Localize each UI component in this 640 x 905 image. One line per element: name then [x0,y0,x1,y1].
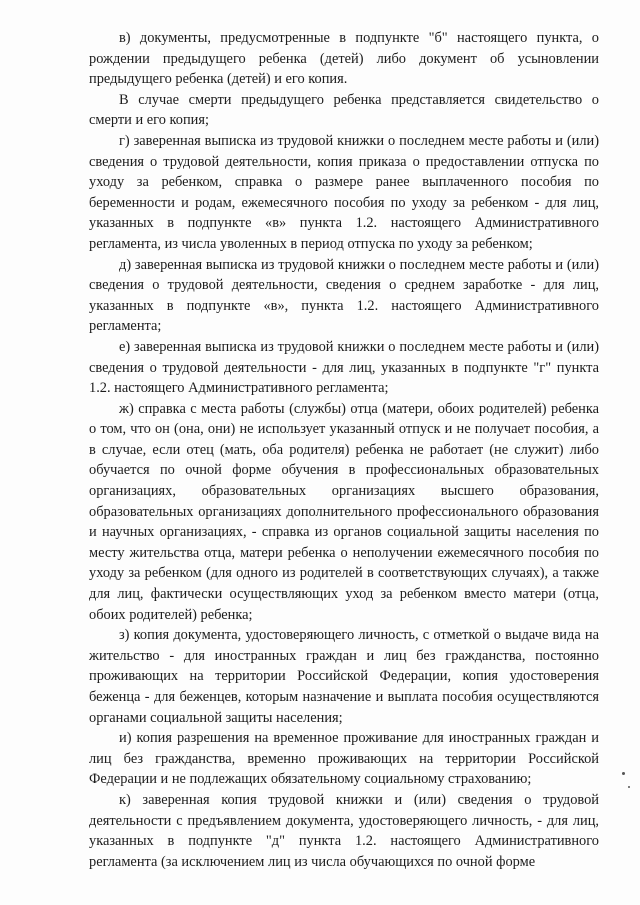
paragraph-v: в) документы, предусмотренные в подпункте "б" настоящего пункта, о рождении предыдущего ребенка (детей) либо документ об усыновлении предыдущего ребенка (детей) и его копия. [89,30,599,88]
document-body [89,28,599,872]
paragraph-zh: ж) справка с места работы (службы) отца (матери, обоих родителей) ребенка о том, что он (она, они) не использует указанный отпуск и не получает пособия, а в случае, если отец (мать, оба родителя) ребенка не работает (не служит) либо обучается по очной форме обучения в профессиональных образовательных организациях, образовательных организациях высшего образования, образовательных организациях дополнительного профессионального образования и научных организациях, - справка из органов социальной защиты населения по месту жительства отца, матери ребенка о неполучении ежемесячного пособия по уходу за ребенком (для одного из родителей в соответствующих случаях), а также для лиц, фактически осуществляющих уход за ребенком вместо матери (отца, обоих родителей) ребенка; [89,400,599,623]
paragraph-e: е) заверенная выписка из трудовой книжки о последнем месте работы и (или) сведения о трудовой деятельности - для лиц, указанных в подпункте "г" пункта 1.2. настоящего Административного регламента; [89,338,599,397]
paragraph-d: д) заверенная выписка из трудовой книжки о последнем месте работы и (или) сведения о трудовой деятельности, сведения о среднем заработке - для лиц, указанных в подпункте «в», пункта 1.2. настоящего Административного регламента; [89,256,599,335]
paragraph-g: г) заверенная выписка из трудовой книжки о последнем месте работы и (или) сведения о трудовой деятельности, копия приказа о предоставлении отпуска по уходу за ребенком, справка о размере ранее выплаченного пособия по беременности и родам, ежемесячного пособия по уходу за ребенком - для лиц, указанных в подпункте «в» пункта 1.2. настоящего Административного регламента, из числа уволенных в период отпуска по уходу за ребенком; [89,132,599,252]
scan-speck [628,786,630,788]
paragraph-k: к) заверенная копия трудовой книжки и (или) сведения о трудовой деятельности с предъявлением документа, удостоверяющего личность, - для лиц, указанных в подпункте "д" пункта 1.2. настоящего Административного регламента (за исключением лиц из числа обучающихся по очной форме [89,791,599,870]
scan-speck [622,772,625,775]
paragraph-death-certificate: В случае смерти предыдущего ребенка представляется свидетельство о смерти и его копия; [89,91,599,129]
paragraph-i: и) копия разрешения на временное проживание для иностранных граждан и лиц без гражданства, временно проживающих на территории Российской Федерации и не подлежащих обязательному социальному страхованию; [89,730,599,788]
paragraph-z: з) копия документа, удостоверяющего личность, с отметкой о выдаче вида на жительство - для иностранных граждан и лиц без гражданства, постоянно проживающих на территории Российской Федерации, копия удостоверения беженца - для беженцев, которым назначение и выплата пособия осуществляются органами социальной защиты населения; [89,627,599,726]
